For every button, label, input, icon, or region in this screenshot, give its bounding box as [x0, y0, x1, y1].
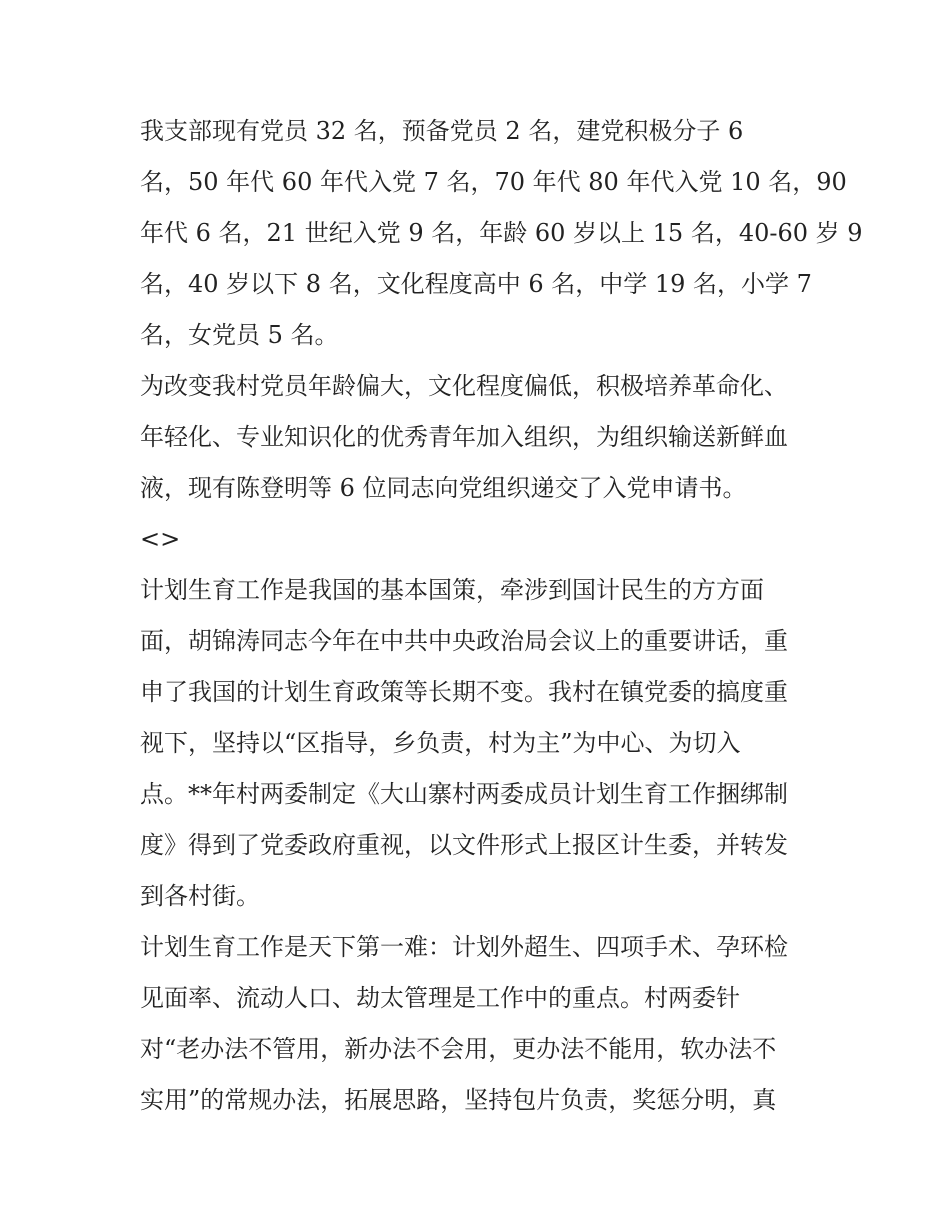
text-line: 面，胡锦涛同志今年在中共中央政治局会议上的重要讲话，重 — [140, 627, 788, 655]
text-line: 到各村街。 — [140, 882, 260, 910]
text-line: 名，40 岁以下 8 名，文化程度高中 6 名，中学 19 名，小学 7 — [140, 270, 812, 298]
text-line: 我支部现有党员 32 名，预备党员 2 名，建党积极分子 6 — [140, 117, 744, 145]
text-line: 计划生育工作是我国的基本国策，牵涉到国计民生的方方面 — [140, 576, 764, 604]
text-line: 点。**年村两委制定《大山寨村两委成员计划生育工作捆绑制 — [140, 780, 788, 808]
text-line: 年代 6 名，21 世纪入党 9 名，年龄 60 岁以上 15 名，40-60 岁 9 — [140, 219, 863, 247]
text-line: 计划生育工作是天下第一难：计划外超生、四项手术、孕环检 — [140, 933, 788, 961]
text-line: 为改变我村党员年龄偏大，文化程度偏低，积极培养革命化、 — [140, 372, 788, 400]
text-line: 度》得到了党委政府重视，以文件形式上报区计生委，并转发 — [140, 831, 788, 859]
text-line: 申了我国的计划生育政策等长期不变。我村在镇党委的搞度重 — [140, 678, 788, 706]
text-line: 对“老办法不管用，新办法不会用，更办法不能用，软办法不 — [140, 1035, 777, 1063]
text-line: 液，现有陈登明等 6 位同志向党组织递交了入党申请书。 — [140, 474, 747, 502]
text-line: 实用”的常规办法，拓展思路，坚持包片负责，奖惩分明，真 — [140, 1086, 777, 1114]
text-line: 见面率、流动人口、劫太管理是工作中的重点。村两委针 — [140, 984, 740, 1012]
document-body — [140, 106, 863, 1126]
text-line: <> — [140, 525, 181, 553]
text-line: 年轻化、专业知识化的优秀青年加入组织，为组织输送新鲜血 — [140, 423, 788, 451]
text-line: 名，50 年代 60 年代入党 7 名，70 年代 80 年代入党 10 名，90 — [140, 168, 847, 196]
text-line: 名，女党员 5 名。 — [140, 321, 339, 349]
text-line: 视下，坚持以“区指导，乡负责，村为主”为中心、为切入 — [140, 729, 741, 757]
